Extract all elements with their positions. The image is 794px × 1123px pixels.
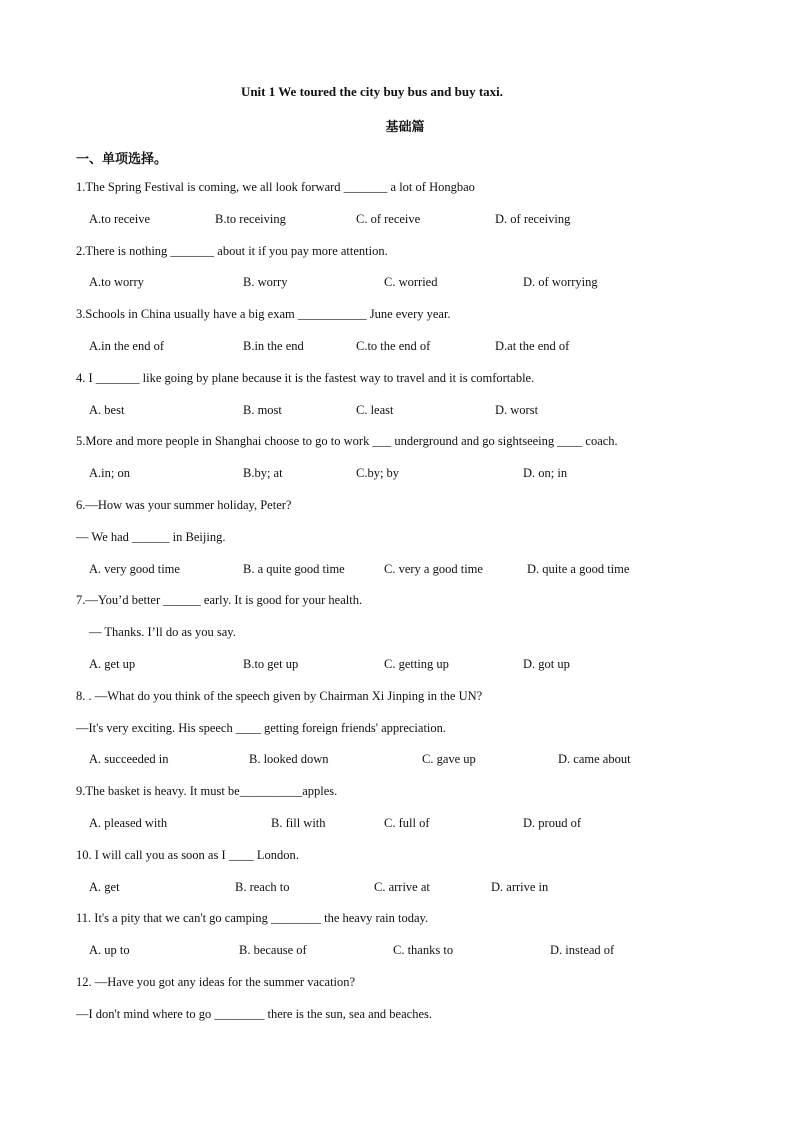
question-8-option-d: D. came about bbox=[558, 752, 631, 766]
question-2-stem: 2.There is nothing _______ about it if you pay more attention. bbox=[76, 244, 388, 258]
question-11-option-c: C. thanks to bbox=[393, 943, 454, 957]
question-5-option-b: B.by; at bbox=[243, 466, 283, 480]
question-8-option-c: C. gave up bbox=[422, 752, 476, 766]
question-3-option-d: D.at the end of bbox=[495, 339, 570, 353]
question-1-option-b: B.to receiving bbox=[215, 212, 286, 226]
question-6-stem-line-2: — We had ______ in Beijing. bbox=[76, 530, 226, 544]
question-9-option-c: C. full of bbox=[384, 816, 430, 830]
question-10-option-c: C. arrive at bbox=[374, 880, 430, 894]
question-6-option-a: A. very good time bbox=[89, 562, 180, 576]
question-8-option-b: B. looked down bbox=[249, 752, 329, 766]
question-11-stem: 11. It's a pity that we can't go camping ________ the heavy rain today. bbox=[76, 911, 429, 925]
question-6-stem: 6.—How was your summer holiday, Peter? bbox=[76, 498, 292, 512]
question-8-stem-line-2: —It's very exciting. His speech ____ getting foreign friends' appreciation. bbox=[76, 721, 447, 735]
question-3-option-b: B.in the end bbox=[243, 339, 304, 353]
question-2-option-c: C. worried bbox=[384, 275, 438, 289]
question-2-option-b: B. worry bbox=[243, 275, 288, 289]
question-7-stem: 7.—You’d better ______ early. It is good for your health. bbox=[76, 593, 363, 607]
document-title: Unit 1 We toured the city buy bus and buy taxi. bbox=[240, 84, 504, 99]
question-7-option-a: A. get up bbox=[89, 657, 136, 671]
question-3-option-c: C.to the end of bbox=[356, 339, 431, 353]
question-1-option-c: C. of receive bbox=[356, 212, 421, 226]
question-4-stem: 4. I _______ like going by plane because it is the fastest way to travel and it is comfortable. bbox=[76, 371, 535, 385]
question-8-stem: 8. . —What do you think of the speech given by Chairman Xi Jinping in the UN? bbox=[76, 689, 483, 703]
question-11-option-d: D. instead of bbox=[550, 943, 615, 957]
section-heading: 一、单项选择。 bbox=[76, 151, 168, 166]
question-3-stem: 3.Schools in China usually have a big exam ___________ June every year. bbox=[76, 307, 451, 321]
question-4-option-a: A. best bbox=[89, 403, 125, 417]
question-9-stem: 9.The basket is heavy. It must be__________apples. bbox=[76, 784, 338, 798]
question-6-option-d: D. quite a good time bbox=[527, 562, 630, 576]
question-4-option-d: D. worst bbox=[495, 403, 539, 417]
question-11-option-a: A. up to bbox=[89, 943, 130, 957]
question-10-option-d: D. arrive in bbox=[491, 880, 549, 894]
question-7-stem-line-2: — Thanks. I’ll do as you say. bbox=[89, 625, 236, 639]
question-10-stem: 10. I will call you as soon as I ____ London. bbox=[76, 848, 299, 862]
question-4-option-b: B. most bbox=[243, 403, 282, 417]
question-5-option-d: D. on; in bbox=[523, 466, 568, 480]
question-5-option-c: C.by; by bbox=[356, 466, 400, 480]
question-1-option-a: A.to receive bbox=[89, 212, 151, 226]
question-12-stem: 12. —Have you got any ideas for the summer vacation? bbox=[76, 975, 356, 989]
question-6-option-c: C. very a good time bbox=[384, 562, 483, 576]
question-10-option-a: A. get bbox=[89, 880, 120, 894]
question-3-option-a: A.in the end of bbox=[89, 339, 164, 353]
question-11-option-b: B. because of bbox=[239, 943, 307, 957]
question-5-stem: 5.More and more people in Shanghai choose to go to work ___ underground and go sightseeing ____ coach. bbox=[76, 434, 618, 448]
question-5-option-a: A.in; on bbox=[89, 466, 130, 480]
question-6-option-b: B. a quite good time bbox=[243, 562, 345, 576]
question-12-stem-line-2: —I don't mind where to go ________ there is the sun, sea and beaches. bbox=[76, 1007, 432, 1021]
question-9-option-b: B. fill with bbox=[271, 816, 326, 830]
question-2-option-d: D. of worrying bbox=[523, 275, 598, 289]
question-4-option-c: C. least bbox=[356, 403, 394, 417]
question-7-option-c: C. getting up bbox=[384, 657, 449, 671]
question-1-stem: 1.The Spring Festival is coming, we all look forward _______ a lot of Hongbao bbox=[76, 180, 475, 194]
question-9-option-d: D. proud of bbox=[523, 816, 581, 830]
question-7-option-d: D. got up bbox=[523, 657, 570, 671]
question-1-option-d: D. of receiving bbox=[495, 212, 571, 226]
document-subtitle: 基础篇 bbox=[385, 119, 425, 134]
question-9-option-a: A. pleased with bbox=[89, 816, 168, 830]
question-2-option-a: A.to worry bbox=[89, 275, 144, 289]
question-7-option-b: B.to get up bbox=[243, 657, 299, 671]
question-10-option-b: B. reach to bbox=[235, 880, 290, 894]
question-8-option-a: A. succeeded in bbox=[89, 752, 169, 766]
